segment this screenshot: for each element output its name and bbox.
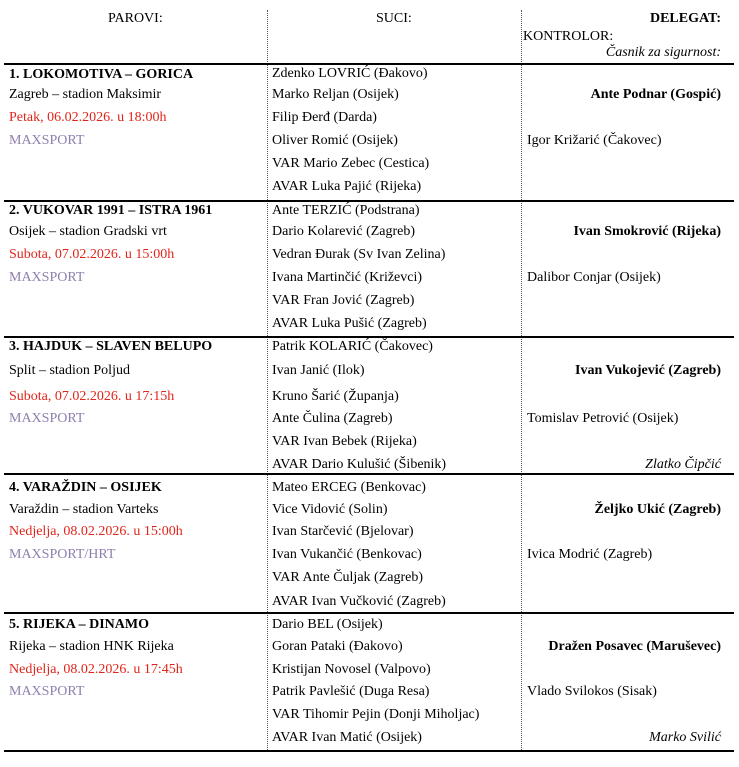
match-venue: Split – stadion Poljud [9, 363, 130, 378]
match-tv: MAXSPORT [9, 411, 85, 426]
referee-assistant-2: Filip Đerđ (Darda) [272, 110, 377, 125]
referee-avar: AVAR Luka Pušić (Zagreb) [272, 316, 427, 331]
kontrolor: Dalibor Conjar (Osijek) [527, 270, 661, 285]
referee-assistant-1: Ivan Janić (Ilok) [272, 363, 365, 378]
referee-fourth: Oliver Romić (Osijek) [272, 133, 398, 148]
referee-main: Dario BEL (Osijek) [272, 617, 383, 632]
match-venue: Rijeka – stadion HNK Rijeka [9, 639, 174, 654]
referee-fourth: Ivana Martinčić (Križevci) [272, 270, 423, 285]
delegat: Ivan Vukojević (Zagreb) [575, 363, 721, 378]
referee-main: Mateo ERCEG (Benkovac) [272, 480, 426, 495]
header-parovi: PAROVI: [108, 11, 163, 26]
referee-assistant-1: Dario Kolarević (Zagreb) [272, 224, 416, 239]
match-block-2 [0, 202, 739, 339]
match-block-1 [0, 65, 739, 202]
header-kontrolor: KONTROLOR: [523, 29, 614, 44]
match-title: 1. LOKOMOTIVA – GORICA [9, 67, 194, 82]
delegat: Dražen Posavec (Maruševec) [548, 639, 721, 654]
referee-fourth: Patrik Pavlešić (Duga Resa) [272, 684, 430, 699]
match-tv: MAXSPORT [9, 684, 85, 699]
referee-avar: AVAR Ivan Matić (Osijek) [272, 730, 422, 745]
referee-assistant-1: Marko Reljan (Osijek) [272, 87, 399, 102]
header-suci: SUCI: [376, 11, 412, 26]
match-block-3 [0, 338, 739, 475]
kontrolor: Ivica Modrić (Zagreb) [527, 547, 653, 562]
match-date: Nedjelja, 08.02.2026. u 17:45h [9, 662, 183, 677]
referee-assistant-2: Ivan Starčević (Bjelovar) [272, 524, 414, 539]
match-tv: MAXSPORT [9, 133, 85, 148]
referee-assistant-1: Vice Vidović (Solin) [272, 502, 388, 517]
referee-var: VAR Tihomir Pejin (Donji Miholjac) [272, 707, 480, 722]
referee-assistant-2: Kruno Šarić (Županja) [272, 389, 399, 404]
kontrolor: Igor Križarić (Čakovec) [527, 133, 662, 148]
delegat: Ivan Smokrović (Rijeka) [573, 224, 721, 239]
referee-fourth: Ivan Vukančić (Benkovac) [272, 547, 422, 562]
referee-avar: AVAR Ivan Vučković (Zagreb) [272, 594, 446, 609]
match-tv: MAXSPORT [9, 270, 85, 285]
referee-assistant-2: Kristijan Novosel (Valpovo) [272, 662, 431, 677]
match-block-4 [0, 479, 739, 616]
match-title: 2. VUKOVAR 1991 – ISTRA 1961 [9, 203, 213, 218]
referee-var: VAR Mario Zebec (Cestica) [272, 156, 430, 171]
match-title: 5. RIJEKA – DINAMO [9, 617, 150, 632]
delegat: Ante Podnar (Gospić) [590, 87, 721, 102]
casnik: Zlatko Čipčić [645, 457, 721, 472]
referee-fourth: Ante Čulina (Zagreb) [272, 411, 393, 426]
referee-avar: AVAR Luka Pajić (Rijeka) [272, 179, 422, 194]
referee-assistant-1: Goran Pataki (Đakovo) [272, 639, 403, 654]
match-date: Subota, 07.02.2026. u 15:00h [9, 247, 175, 262]
match-venue: Zagreb – stadion Maksimir [9, 87, 162, 102]
match-venue: Osijek – stadion Gradski vrt [9, 224, 167, 239]
kontrolor: Tomislav Petrović (Osijek) [527, 411, 679, 426]
match-tv: MAXSPORT/HRT [9, 547, 116, 562]
referee-main: Patrik KOLARIĆ (Čakovec) [272, 339, 433, 354]
casnik: Marko Svilić [649, 730, 721, 745]
delegat: Željko Ukić (Zagreb) [594, 502, 721, 517]
referee-main: Zdenko LOVRIĆ (Đakovo) [272, 66, 428, 81]
referee-assistant-2: Vedran Đurak (Sv Ivan Zelina) [272, 247, 446, 262]
header-delegat: DELEGAT: [649, 11, 721, 26]
referee-main: Ante TERZIĆ (Podstrana) [272, 203, 420, 218]
kontrolor: Vlado Svilokos (Sisak) [527, 684, 657, 699]
match-title: 4. VARAŽDIN – OSIJEK [9, 480, 162, 495]
header-casnik: Časnik za sigurnost: [605, 45, 721, 60]
match-title: 3. HAJDUK – SLAVEN BELUPO [9, 339, 213, 354]
match-date: Subota, 07.02.2026. u 17:15h [9, 389, 175, 404]
referee-avar: AVAR Dario Kulušić (Šibenik) [272, 457, 447, 472]
referee-var: VAR Ivan Bebek (Rijeka) [272, 434, 417, 449]
match-venue: Varaždin – stadion Varteks [9, 502, 159, 517]
match-block-5 [0, 616, 739, 753]
match-date: Petak, 06.02.2026. u 18:00h [9, 110, 167, 125]
referee-var: VAR Ante Čuljak (Zagreb) [272, 570, 423, 585]
referee-var: VAR Fran Jović (Zagreb) [272, 293, 415, 308]
match-date: Nedjelja, 08.02.2026. u 15:00h [9, 524, 183, 539]
